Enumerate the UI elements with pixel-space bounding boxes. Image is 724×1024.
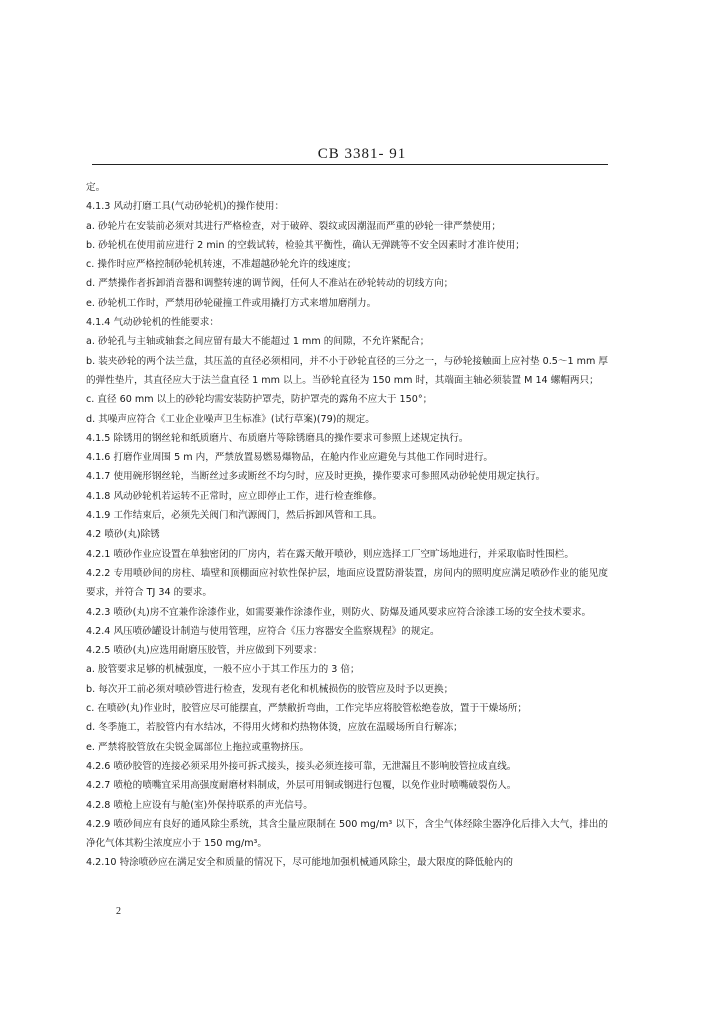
list-item: d. 冬季施工，若胶管内有水结冰，不得用火烤和灼热物体烫，应放在温暖场所自行解冻； bbox=[86, 722, 463, 734]
section-paragraph: 4.2.5 喷砂(丸)应选用耐磨压胶管，并应做到下列要求： bbox=[86, 645, 323, 657]
section-paragraph: 4.1.6 打磨作业周围 5 m 内，严禁放置易燃易爆物品，在舱内作业应避免与其他工作同时进行。 bbox=[86, 452, 494, 464]
section-paragraph: 4.1.7 使用碗形钢丝轮，当断丝过多或断丝不均匀时，应及时更换，操作要求可参照风动砂轮使用规定执行。 bbox=[86, 471, 546, 483]
section-paragraph: 4.2.10 特涂喷砂应在满足安全和质量的情况下，尽可能地加强机械通风除尘，最大限度的降低舱内的 bbox=[86, 857, 513, 869]
body-text bbox=[86, 178, 608, 873]
section-heading: 4.2 喷砂(丸)除锈 bbox=[86, 529, 160, 541]
list-item: a. 砂轮孔与主轴或轴套之间应留有最大不能超过 1 mm 的间隙，不允许紧配合； bbox=[86, 336, 430, 348]
section-paragraph: 4.2.3 喷砂(丸)房不宜兼作涂漆作业，如需要兼作涂漆作业，则防火、防爆及通风要求应符合涂漆工场的安全技术要求。 bbox=[86, 606, 592, 618]
list-item: c. 操作时应严格控制砂轮机转速，不准超越砂轮允许的线速度； bbox=[86, 259, 357, 271]
section-paragraph: 4.1.8 风动砂轮机若运转不正常时，应立即停止工作，进行检查维修。 bbox=[86, 490, 383, 502]
list-item: a. 胶管要求足够的机械强度，一般不应小于其工作压力的 3 倍； bbox=[86, 664, 360, 676]
list-item: c. 直径 60 mm 以上的砂轮均需安装防护罩壳，防护罩壳的露角不应大于 150°； bbox=[86, 394, 433, 406]
list-item: d. 严禁操作者拆卸消音器和调整转速的调节阀，任何人不准站在砂轮转动的切线方向； bbox=[86, 278, 454, 290]
section-paragraph: 4.2.7 喷枪的喷嘴宜采用高强度耐磨材料制成，外层可用铜或钢进行包覆，以免作业时喷嘴破裂伤人。 bbox=[86, 780, 517, 792]
list-item: e. 严禁将胶管放在尖锐金属部位上拖拉或重物挤压。 bbox=[86, 741, 310, 753]
section-paragraph: 4.2.4 风压喷砂罐设计制造与使用管理，应符合《压力容器安全监察规程》的规定。 bbox=[86, 625, 440, 637]
section-paragraph: 4.1.9 工作结束后，必须先关阀门和汽源阀门，然后拆卸风管和工具。 bbox=[86, 510, 383, 522]
section-paragraph: 4.2.6 喷砂胶管的连接必须采用外接可拆式接头，接头必须连接可靠，无泄漏且不影响胶管拉成直线。 bbox=[86, 760, 517, 772]
list-item: c. 在喷砂(丸)作业时，胶管应尽可能摆直，严禁敝折弯曲，工作完毕应将胶管松绝卷放，置于干燥场所； bbox=[86, 703, 527, 715]
section-paragraph: 4.2.8 喷枪上应设有与舱(室)外保持联系的声光信号。 bbox=[86, 799, 313, 811]
list-item: b. 装夹砂轮的两个法兰盘，其压盖的直径必须相同，并不小于砂轮直径的三分之一，与砂轮接触面上应衬垫 0.5～1 mm 厚的弹性垫片，其直径应大于法兰盘直径 1 mm 以上。当砂轮直径为 150 mm 时，其端面主轴必须装置 M 14 螺帽两只； bbox=[86, 355, 608, 386]
section-paragraph: 4.2.9 喷砂间应有良好的通风除尘系统，其含尘量应限制在 500 mg/m³ 以下，含尘气体经除尘器净化后排入大气，排出的净化气体其粉尘浓度应小于 150 mg/m³。 bbox=[86, 818, 608, 850]
list-item: b. 每次开工前必须对喷砂管进行检查，发现有老化和机械损伤的胶管应及时予以更换； bbox=[86, 683, 454, 695]
list-item: d. 其噪声应符合《工业企业噪声卫生标准》(试行草案)(79)的规定。 bbox=[86, 413, 375, 425]
list-item: a. 砂轮片在安装前必须对其进行严格检查，对于破碎、裂纹或因潮湿而严重的砂轮一律严禁使用； bbox=[86, 220, 501, 232]
section-paragraph: 4.1.4 气动砂轮机的性能要求： bbox=[86, 317, 219, 329]
section-paragraph: 4.1.5 除锈用的钢丝轮和纸质磨片、布质磨片等除锈磨具的操作要求可参照上述规定执行。 bbox=[86, 432, 469, 444]
paragraph: 定。 bbox=[86, 182, 106, 193]
list-item: b. 砂轮机在使用前应进行 2 min 的空载试转，检验其平衡性，确认无弹跳等不安全因素时才准许使用； bbox=[86, 239, 525, 251]
section-paragraph: 4.2.2 专用喷砂间的房柱、墙壁和顶棚面应衬软性保护层，地面应设置防滑装置，房间内的照明度应满足喷砂作业的能见度要求，并符合 TJ 34 的要求。 bbox=[86, 567, 608, 599]
section-paragraph: 4.1.3 风动打磨工具(气动砂轮机)的操作使用： bbox=[86, 201, 285, 213]
page-number: 2 bbox=[116, 906, 121, 917]
list-item: e. 砂轮机工作时，严禁用砂轮碰撞工件或用撬打方式来增加磨削力。 bbox=[86, 297, 377, 309]
header-rule bbox=[92, 164, 608, 165]
section-paragraph: 4.2.1 喷砂作业应设置在单独密闭的厂房内，若在露天敞开喷砂，则应选择工厂空旷场地进行，并采取临时性围栏。 bbox=[86, 548, 574, 560]
standard-code: CB 3381- 91 bbox=[317, 146, 407, 162]
